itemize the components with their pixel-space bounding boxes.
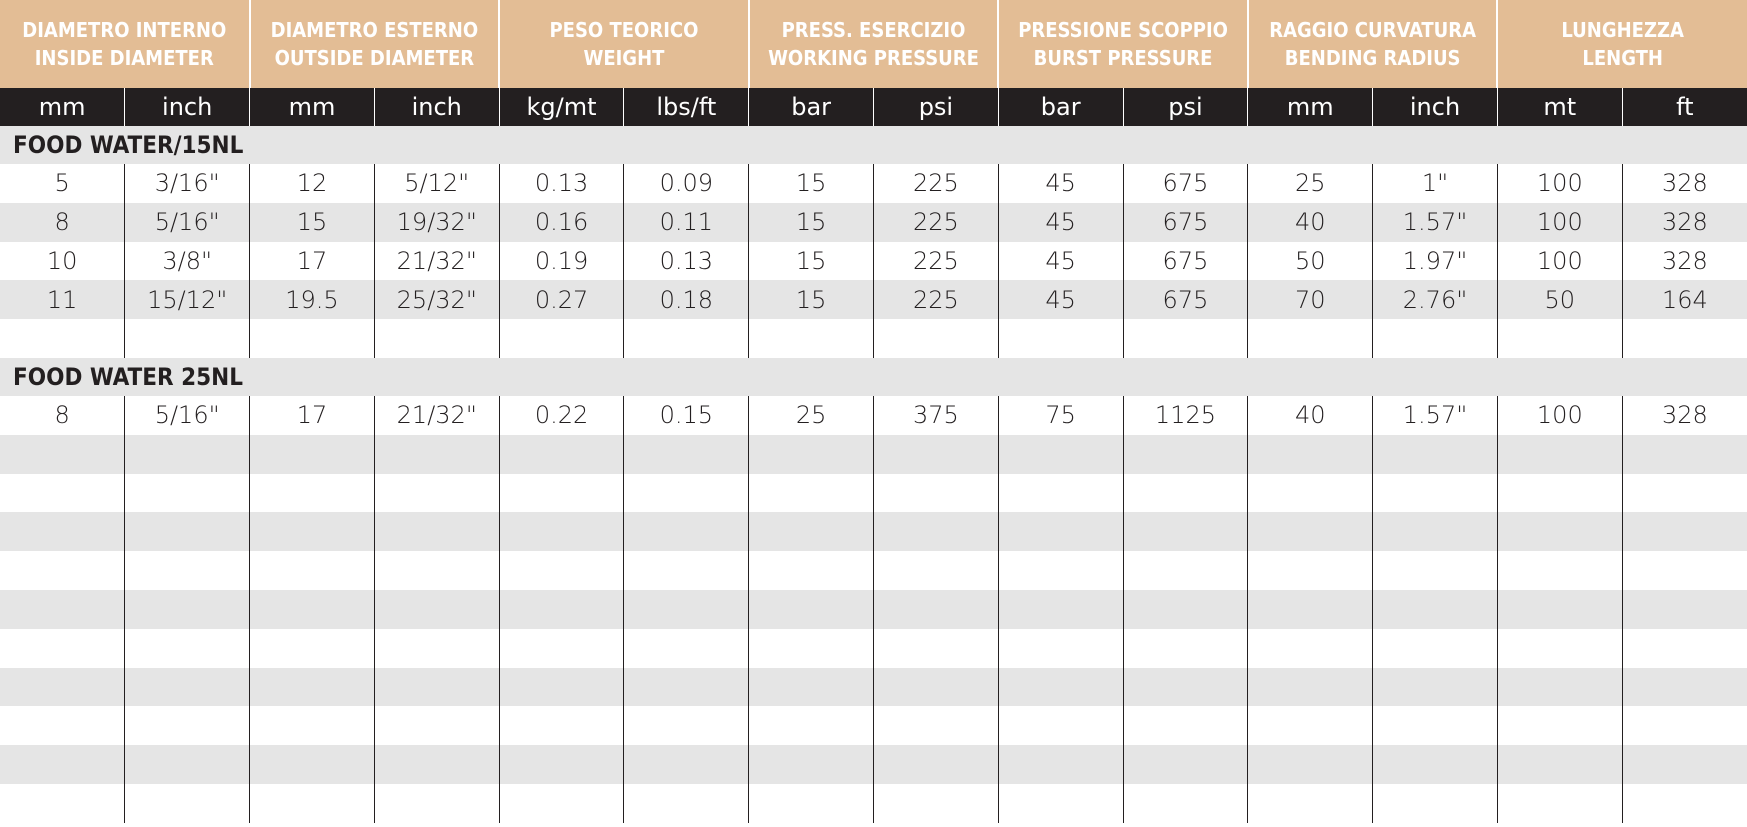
section-header-row bbox=[0, 358, 1747, 396]
table-cell: 0.18 bbox=[624, 280, 749, 319]
table-cell bbox=[499, 551, 624, 590]
table-cell bbox=[0, 319, 125, 358]
table-cell bbox=[125, 319, 250, 358]
table-cell: 15 bbox=[749, 242, 874, 281]
table-cell bbox=[250, 319, 375, 358]
table-cell: 8 bbox=[0, 203, 125, 242]
table-cell: 1.57" bbox=[1373, 203, 1498, 242]
table-row bbox=[0, 280, 1747, 319]
table-cell bbox=[1248, 745, 1373, 784]
table-cell: 21/32" bbox=[374, 396, 499, 435]
table-cell bbox=[125, 512, 250, 551]
table-cell bbox=[125, 784, 250, 823]
table-cell: 164 bbox=[1622, 280, 1747, 319]
table-cell: 0.09 bbox=[624, 164, 749, 203]
table-cell bbox=[125, 629, 250, 668]
table-cell bbox=[250, 745, 375, 784]
header-bending-radius: RAGGIO CURVATURA BENDING RADIUS bbox=[1248, 0, 1498, 88]
table-cell: 25 bbox=[1248, 164, 1373, 203]
table-cell: 328 bbox=[1622, 242, 1747, 281]
table-row bbox=[0, 203, 1747, 242]
units-row bbox=[0, 88, 1747, 126]
table-cell bbox=[1248, 551, 1373, 590]
table-cell: 11 bbox=[0, 280, 125, 319]
table-cell: 25/32" bbox=[374, 280, 499, 319]
table-cell bbox=[1123, 745, 1248, 784]
section-header-row bbox=[0, 126, 1747, 164]
table-cell bbox=[874, 629, 999, 668]
table-cell bbox=[874, 668, 999, 707]
table-cell bbox=[1497, 745, 1622, 784]
table-cell bbox=[250, 512, 375, 551]
empty-row bbox=[0, 784, 1747, 823]
empty-row bbox=[0, 319, 1747, 358]
table-cell: 40 bbox=[1248, 396, 1373, 435]
unit-cell: psi bbox=[1123, 88, 1248, 126]
table-cell: 50 bbox=[1248, 242, 1373, 281]
section-title: FOOD WATER 25NL bbox=[0, 358, 1747, 396]
table-cell bbox=[1622, 319, 1747, 358]
table-cell bbox=[250, 590, 375, 629]
table-cell bbox=[125, 706, 250, 745]
unit-cell: mm bbox=[0, 88, 125, 126]
table-cell bbox=[998, 474, 1123, 513]
table-cell bbox=[624, 629, 749, 668]
table-cell bbox=[125, 474, 250, 513]
table-cell bbox=[1622, 590, 1747, 629]
unit-cell: mm bbox=[250, 88, 375, 126]
table-cell bbox=[0, 745, 125, 784]
table-cell bbox=[0, 706, 125, 745]
table-cell: 328 bbox=[1622, 164, 1747, 203]
table-cell bbox=[998, 319, 1123, 358]
empty-row bbox=[0, 551, 1747, 590]
table-cell bbox=[125, 551, 250, 590]
table-cell: 225 bbox=[874, 280, 999, 319]
table-cell bbox=[874, 784, 999, 823]
table-cell bbox=[0, 629, 125, 668]
table-cell bbox=[1123, 668, 1248, 707]
table-cell: 100 bbox=[1497, 203, 1622, 242]
table-cell: 225 bbox=[874, 242, 999, 281]
table-cell: 45 bbox=[998, 280, 1123, 319]
table-cell bbox=[1123, 784, 1248, 823]
header-weight: PESO TEORICO WEIGHT bbox=[499, 0, 749, 88]
table-cell bbox=[1123, 512, 1248, 551]
empty-row bbox=[0, 629, 1747, 668]
table-cell: 100 bbox=[1497, 396, 1622, 435]
table-cell bbox=[1622, 551, 1747, 590]
table-cell bbox=[250, 474, 375, 513]
table-cell bbox=[1123, 590, 1248, 629]
table-cell bbox=[0, 784, 125, 823]
table-cell bbox=[624, 551, 749, 590]
table-cell bbox=[874, 590, 999, 629]
table-cell bbox=[374, 590, 499, 629]
table-cell bbox=[624, 512, 749, 551]
table-cell bbox=[1373, 629, 1498, 668]
table-cell bbox=[250, 706, 375, 745]
table-cell bbox=[624, 435, 749, 474]
table-cell bbox=[998, 512, 1123, 551]
table-cell bbox=[1373, 551, 1498, 590]
table-cell bbox=[1497, 474, 1622, 513]
table-cell: 5 bbox=[0, 164, 125, 203]
table-cell bbox=[1497, 784, 1622, 823]
unit-cell: inch bbox=[374, 88, 499, 126]
table-cell bbox=[1373, 512, 1498, 551]
table-cell bbox=[374, 745, 499, 784]
table-cell bbox=[1497, 706, 1622, 745]
table-cell: 0.13 bbox=[499, 164, 624, 203]
table-cell bbox=[374, 435, 499, 474]
header-row bbox=[0, 0, 1747, 88]
table-cell bbox=[624, 474, 749, 513]
table-cell bbox=[250, 629, 375, 668]
table-cell bbox=[749, 435, 874, 474]
table-cell bbox=[624, 706, 749, 745]
table-cell bbox=[749, 512, 874, 551]
table-cell bbox=[624, 668, 749, 707]
unit-cell: lbs/ft bbox=[624, 88, 749, 126]
header-outside-diameter: DIAMETRO ESTERNO OUTSIDE DIAMETER bbox=[250, 0, 500, 88]
table-cell bbox=[374, 784, 499, 823]
table-cell bbox=[624, 745, 749, 784]
table-row bbox=[0, 242, 1747, 281]
table-cell bbox=[0, 474, 125, 513]
table-cell: 15 bbox=[749, 280, 874, 319]
table-cell bbox=[1248, 590, 1373, 629]
table-cell: 50 bbox=[1497, 280, 1622, 319]
table-cell bbox=[0, 435, 125, 474]
unit-cell: bar bbox=[749, 88, 874, 126]
table-cell bbox=[1248, 668, 1373, 707]
table-cell: 2.76" bbox=[1373, 280, 1498, 319]
table-cell bbox=[998, 551, 1123, 590]
table-cell: 0.27 bbox=[499, 280, 624, 319]
table-cell bbox=[1622, 668, 1747, 707]
table-cell bbox=[1622, 474, 1747, 513]
table-cell bbox=[1622, 784, 1747, 823]
table-cell bbox=[874, 706, 999, 745]
header-inside-diameter: DIAMETRO INTERNO INSIDE DIAMETER bbox=[0, 0, 250, 88]
table-cell: 0.15 bbox=[624, 396, 749, 435]
table-cell bbox=[1373, 784, 1498, 823]
table-cell bbox=[1497, 319, 1622, 358]
table-cell: 1" bbox=[1373, 164, 1498, 203]
table-cell bbox=[1622, 706, 1747, 745]
empty-row bbox=[0, 590, 1747, 629]
table-cell bbox=[1373, 435, 1498, 474]
table-cell bbox=[1622, 435, 1747, 474]
table-cell: 19/32" bbox=[374, 203, 499, 242]
table-cell bbox=[1248, 706, 1373, 745]
table-cell bbox=[1622, 629, 1747, 668]
table-cell: 3/16" bbox=[125, 164, 250, 203]
table-cell bbox=[624, 319, 749, 358]
table-cell bbox=[499, 745, 624, 784]
table-cell bbox=[250, 668, 375, 707]
table-cell bbox=[874, 319, 999, 358]
table-cell bbox=[1373, 319, 1498, 358]
unit-cell: inch bbox=[125, 88, 250, 126]
table-cell bbox=[749, 784, 874, 823]
header-length: LUNGHEZZA LENGTH bbox=[1497, 0, 1747, 88]
table-cell: 100 bbox=[1497, 242, 1622, 281]
table-cell bbox=[874, 435, 999, 474]
table-cell: 0.19 bbox=[499, 242, 624, 281]
table-cell bbox=[499, 706, 624, 745]
table-cell: 675 bbox=[1123, 242, 1248, 281]
table-cell: 0.16 bbox=[499, 203, 624, 242]
unit-cell: ft bbox=[1622, 88, 1747, 126]
table-cell: 8 bbox=[0, 396, 125, 435]
table-cell: 0.11 bbox=[624, 203, 749, 242]
table-cell bbox=[374, 629, 499, 668]
unit-cell: inch bbox=[1373, 88, 1498, 126]
table-cell bbox=[1123, 551, 1248, 590]
table-cell bbox=[499, 668, 624, 707]
unit-cell: mt bbox=[1497, 88, 1622, 126]
table-row bbox=[0, 164, 1747, 203]
table-cell bbox=[1497, 435, 1622, 474]
table-cell bbox=[1248, 512, 1373, 551]
table-cell bbox=[874, 745, 999, 784]
table-cell: 5/16" bbox=[125, 203, 250, 242]
table-cell bbox=[250, 435, 375, 474]
table-cell bbox=[1373, 474, 1498, 513]
unit-cell: kg/mt bbox=[499, 88, 624, 126]
table-cell bbox=[1123, 706, 1248, 745]
table-cell bbox=[749, 590, 874, 629]
table-cell bbox=[250, 784, 375, 823]
table-cell: 70 bbox=[1248, 280, 1373, 319]
table-cell bbox=[624, 784, 749, 823]
table-cell bbox=[749, 745, 874, 784]
table-cell bbox=[998, 784, 1123, 823]
table-cell: 100 bbox=[1497, 164, 1622, 203]
table-cell bbox=[374, 551, 499, 590]
table-cell: 675 bbox=[1123, 203, 1248, 242]
table-cell bbox=[749, 319, 874, 358]
table-cell bbox=[1123, 319, 1248, 358]
empty-row bbox=[0, 435, 1747, 474]
table-cell bbox=[1123, 474, 1248, 513]
table-cell: 3/8" bbox=[125, 242, 250, 281]
table-cell bbox=[998, 590, 1123, 629]
table-cell bbox=[749, 474, 874, 513]
table-cell bbox=[1373, 668, 1498, 707]
table-cell bbox=[749, 551, 874, 590]
table-cell bbox=[374, 706, 499, 745]
table-cell bbox=[374, 474, 499, 513]
table-cell: 1.57" bbox=[1373, 396, 1498, 435]
table-cell: 5/12" bbox=[374, 164, 499, 203]
table-cell bbox=[1123, 435, 1248, 474]
table-cell bbox=[250, 551, 375, 590]
table-cell bbox=[1373, 706, 1498, 745]
table-cell bbox=[1373, 590, 1498, 629]
table-cell bbox=[998, 745, 1123, 784]
table-cell bbox=[125, 435, 250, 474]
empty-row bbox=[0, 706, 1747, 745]
table-cell bbox=[1248, 319, 1373, 358]
table-row bbox=[0, 396, 1747, 435]
table-cell bbox=[1497, 668, 1622, 707]
table-cell bbox=[0, 590, 125, 629]
table-cell bbox=[1248, 435, 1373, 474]
empty-row bbox=[0, 512, 1747, 551]
table-cell bbox=[1373, 745, 1498, 784]
table-cell bbox=[499, 319, 624, 358]
table-cell bbox=[374, 668, 499, 707]
table-cell bbox=[374, 512, 499, 551]
table-cell: 10 bbox=[0, 242, 125, 281]
table-cell bbox=[1248, 784, 1373, 823]
unit-cell: psi bbox=[874, 88, 999, 126]
table-cell: 328 bbox=[1622, 203, 1747, 242]
table-cell: 5/16" bbox=[125, 396, 250, 435]
empty-row bbox=[0, 474, 1747, 513]
table-cell: 21/32" bbox=[374, 242, 499, 281]
table-cell: 1.97" bbox=[1373, 242, 1498, 281]
header-working-pressure: PRESS. ESERCIZIO WORKING PRESSURE bbox=[749, 0, 999, 88]
table-cell bbox=[998, 435, 1123, 474]
table-cell: 675 bbox=[1123, 164, 1248, 203]
table-cell bbox=[499, 512, 624, 551]
table-cell bbox=[998, 668, 1123, 707]
table-cell: 17 bbox=[250, 242, 375, 281]
table-cell: 15 bbox=[250, 203, 375, 242]
table-cell bbox=[998, 629, 1123, 668]
table-cell: 40 bbox=[1248, 203, 1373, 242]
table-cell bbox=[1622, 745, 1747, 784]
table-cell bbox=[874, 474, 999, 513]
table-cell bbox=[998, 706, 1123, 745]
table-cell: 328 bbox=[1622, 396, 1747, 435]
table-cell bbox=[374, 319, 499, 358]
table-cell: 15 bbox=[749, 164, 874, 203]
table-cell: 1125 bbox=[1123, 396, 1248, 435]
table-cell: 675 bbox=[1123, 280, 1248, 319]
header-burst-pressure: PRESSIONE SCOPPIO BURST PRESSURE bbox=[998, 0, 1248, 88]
table-cell bbox=[1123, 629, 1248, 668]
table-cell bbox=[1248, 629, 1373, 668]
table-cell bbox=[0, 668, 125, 707]
table-cell bbox=[125, 668, 250, 707]
table-cell bbox=[1497, 551, 1622, 590]
table-cell bbox=[749, 706, 874, 745]
table-cell bbox=[749, 629, 874, 668]
unit-cell: mm bbox=[1248, 88, 1373, 126]
table-cell: 75 bbox=[998, 396, 1123, 435]
empty-row bbox=[0, 745, 1747, 784]
table-cell bbox=[0, 551, 125, 590]
table-cell: 17 bbox=[250, 396, 375, 435]
table-cell: 0.22 bbox=[499, 396, 624, 435]
table-cell: 45 bbox=[998, 164, 1123, 203]
unit-cell: bar bbox=[998, 88, 1123, 126]
table-cell bbox=[1248, 474, 1373, 513]
table-cell bbox=[499, 474, 624, 513]
table-cell bbox=[1497, 629, 1622, 668]
table-cell bbox=[624, 590, 749, 629]
table-cell bbox=[499, 590, 624, 629]
table-cell: 25 bbox=[749, 396, 874, 435]
table-cell bbox=[125, 590, 250, 629]
section-title: FOOD WATER/15NL bbox=[0, 126, 1747, 164]
table-cell bbox=[0, 512, 125, 551]
table-cell bbox=[874, 551, 999, 590]
table-cell: 225 bbox=[874, 203, 999, 242]
table-cell bbox=[499, 435, 624, 474]
table-cell bbox=[1497, 512, 1622, 551]
table-cell bbox=[874, 512, 999, 551]
table-cell: 19.5 bbox=[250, 280, 375, 319]
table-cell: 0.13 bbox=[624, 242, 749, 281]
empty-row bbox=[0, 668, 1747, 707]
table-cell: 225 bbox=[874, 164, 999, 203]
table-cell: 375 bbox=[874, 396, 999, 435]
table-cell: 12 bbox=[250, 164, 375, 203]
table-cell: 15 bbox=[749, 203, 874, 242]
table-cell bbox=[1497, 590, 1622, 629]
table-cell bbox=[1622, 512, 1747, 551]
table-cell: 15/12" bbox=[125, 280, 250, 319]
table-cell bbox=[749, 668, 874, 707]
table-cell bbox=[499, 784, 624, 823]
table-cell: 45 bbox=[998, 203, 1123, 242]
table-cell bbox=[499, 629, 624, 668]
table-cell: 45 bbox=[998, 242, 1123, 281]
table-cell bbox=[125, 745, 250, 784]
